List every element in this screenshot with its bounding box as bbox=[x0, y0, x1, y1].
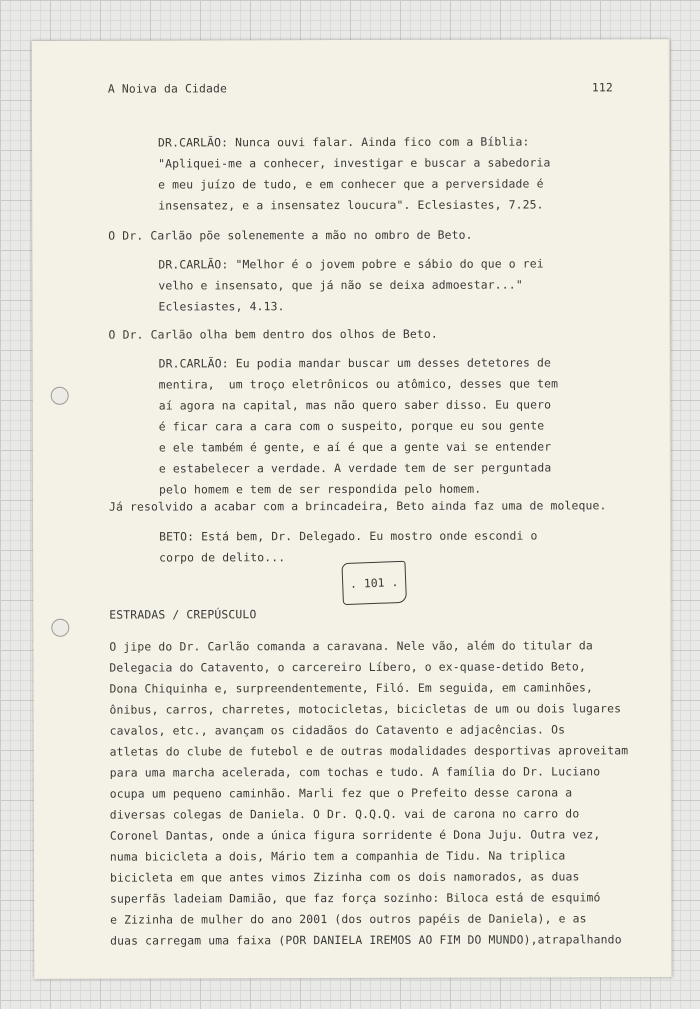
dialogue-line: mentira, um troço eletrônicos ou atômico, desses que tem bbox=[158, 376, 559, 392]
paragraph-line: diversas colegas de Daniela. O Dr. Q.Q.Q. vai de carona no carro do bbox=[109, 806, 580, 822]
dialogue-line: DR.CARLÃO: "Melhor é o jovem pobre e sábio do que o rei bbox=[158, 256, 544, 272]
binder-hole bbox=[51, 619, 69, 637]
header-title: A Noiva da Cidade bbox=[107, 81, 228, 96]
dialogue-line: DR.CARLÃO: Eu podia mandar buscar um desses detetores de bbox=[158, 355, 552, 371]
page-number: 112 bbox=[591, 80, 613, 95]
paragraph-line: O jipe do Dr. Carlão comanda a caravana. Nele vão, além do titular da bbox=[109, 638, 593, 654]
dialogue-line: velho e insensato, que já não se deixa admoestar..." bbox=[158, 277, 523, 293]
paragraph-line: bicicleta em que antes vimos Zizinha com os dois namorados, as duas bbox=[109, 869, 580, 885]
paragraph-line: ocupa um pequeno caminhão. Marli fez que o Prefeito desse carona a bbox=[109, 785, 573, 801]
dialogue-line: insensatez, e a insensatez loucura". Eclesiastes, 7.25. bbox=[158, 197, 544, 213]
dialogue-line: pelo homem e tem de ser respondida pelo homem. bbox=[158, 481, 482, 497]
paragraph-line: cavalos, etc., avançam os cidadãos do Catavento e adjacências. Os bbox=[109, 722, 566, 738]
action-line: O Dr. Carlão põe solenemente a mão no ombro de Beto. bbox=[108, 227, 473, 243]
binder-hole bbox=[51, 387, 69, 405]
paragraph-line: Dona Chiquinha e, surpreendentemente, Filó. Em seguida, em caminhões, bbox=[109, 680, 594, 696]
paragraph-line: atletas do clube de futebol e de outras modalidades desportivas aproveitam bbox=[109, 743, 629, 759]
dialogue-line: aí agora na capital, mas não quero saber disso. Eu quero bbox=[158, 397, 552, 413]
paragraph-line: e Zizinha de mulher do ano 2001 (dos outros papéis de Daniela), e as bbox=[110, 911, 587, 927]
scene-heading: ESTRADAS / CREPÚSCULO bbox=[109, 607, 257, 622]
paragraph-line: duas carregam uma faixa (POR DANIELA IREMOS AO FIM DO MUNDO),atrapalhando bbox=[110, 932, 622, 948]
dialogue-line: e ele também é gente, e aí é que a gente vai se entender bbox=[158, 439, 552, 455]
document-page bbox=[32, 39, 672, 979]
paragraph-line: Delegacia do Catavento, o carcereiro Líbero, o ex-quase-detido Beto, bbox=[109, 659, 586, 675]
scene-number: . 101 . bbox=[341, 561, 407, 605]
action-line: Já resolvido a acabar com a brincadeira, Beto ainda faz uma de moleque. bbox=[108, 498, 607, 514]
dialogue-line: é ficar cara a cara com o suspeito, porque eu sou gente bbox=[158, 418, 545, 434]
paragraph-line: para uma marcha acelerada, com tochas e tudo. A família do Dr. Luciano bbox=[109, 764, 601, 780]
dialogue-line: corpo de delito... bbox=[159, 550, 286, 565]
paragraph-line: ônibus, carros, charretes, motocicletas, bicicletas de um ou dois lugares bbox=[109, 701, 622, 717]
dialogue-line: e estabelecer a verdade. A verdade tem de ser perguntada bbox=[158, 460, 552, 476]
dialogue-line: e meu juízo de tudo, e em conhecer que a perversidade é bbox=[158, 176, 544, 192]
dialogue-line: DR.CARLÃO: Nunca ouvi falar. Ainda fico com a Bíblia: bbox=[158, 134, 530, 150]
paragraph-line: superfãs ladeiam Damião, que faz força sozinho: Biloca está de esquimó bbox=[110, 890, 601, 906]
paragraph-line: Coronel Dantas, onde a única figura sorridente é Dona Juju. Outra vez, bbox=[109, 827, 601, 843]
dialogue-line: BETO: Está bem, Dr. Delegado. Eu mostro onde escondi o bbox=[159, 528, 538, 544]
paragraph-line: numa bicicleta a dois, Mário tem a companhia de Tidu. Na triplica bbox=[109, 848, 566, 864]
dialogue-line: Eclesiastes, 4.13. bbox=[158, 299, 285, 314]
dialogue-line: "Apliquei-me a conhecer, investigar e buscar a sabedoria bbox=[158, 155, 551, 171]
action-line: O Dr. Carlão olha bem dentro dos olhos de Beto. bbox=[108, 326, 438, 342]
